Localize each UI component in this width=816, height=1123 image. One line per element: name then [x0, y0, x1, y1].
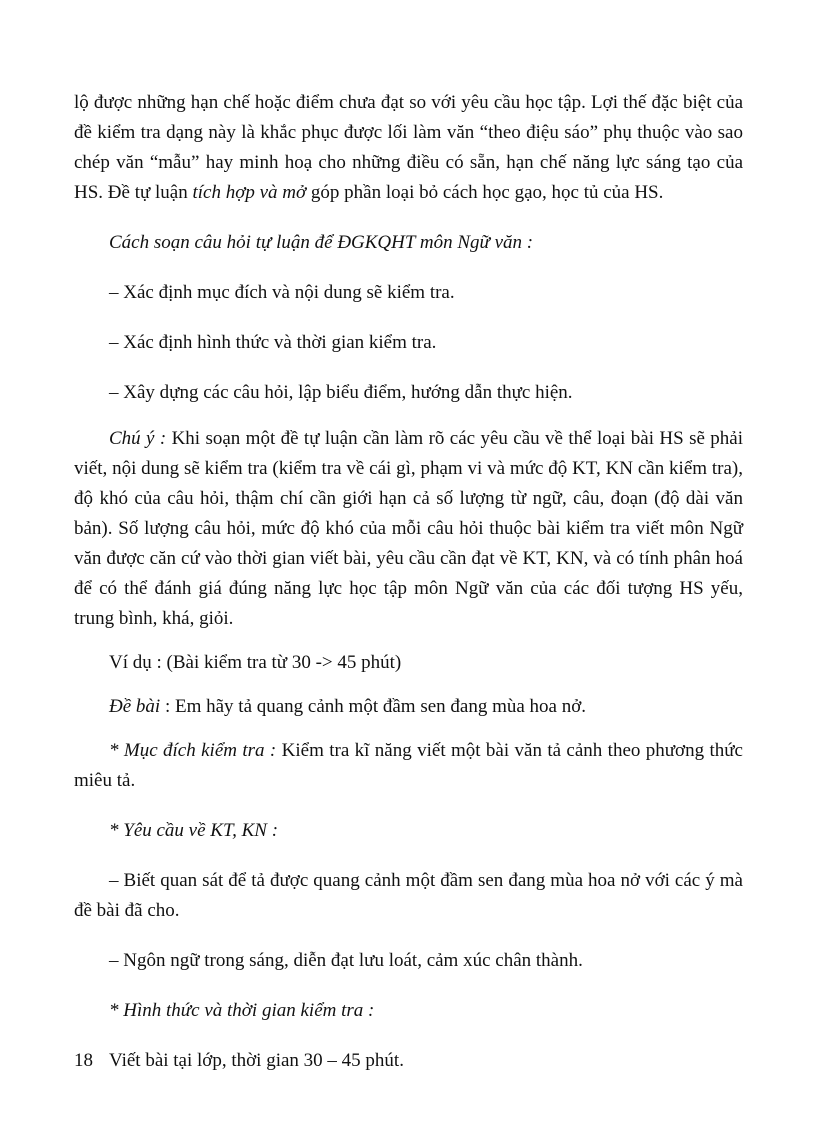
requirement-2: – Ngôn ngữ trong sáng, diễn đạt lưu loát, cảm xúc chân thành.	[109, 950, 583, 971]
example-line: Ví dụ : (Bài kiểm tra từ 30 -> 45 phút)	[109, 652, 402, 673]
purpose-label: * Mục đích kiểm tra :	[109, 740, 277, 761]
intro-paragraph	[74, 88, 743, 208]
topic-label: Đề bài	[109, 696, 161, 717]
requirement-1: – Biết quan sát để tả được quang cảnh một đầm sen đang mùa hoa nở với các ý mà đề bài đã cho.	[74, 870, 743, 921]
purpose-text: Kiểm tra kĩ năng viết một bài văn tả cảnh theo phương thức miêu tả.	[74, 740, 743, 791]
form-text: Viết bài tại lớp, thời gian 30 – 45 phút.	[109, 1050, 404, 1071]
intro-italic: tích hợp và mở	[192, 182, 307, 203]
note-paragraph	[74, 424, 743, 634]
page-number: 18	[74, 1050, 93, 1071]
intro-text-end: góp phần loại bỏ cách học gạo, học tủ của HS.	[306, 182, 664, 203]
note-text: Khi soạn một đề tự luận cần làm rõ các yêu cầu về thể loại bài HS sẽ phải viết, nội dung sẽ kiểm tra (kiểm tra về cái gì, phạm vi và mức độ KT, KN cần kiểm tra), độ khó của câu hỏi, thậm chí cần giới hạn cả số lượng từ ngữ, câu, đoạn (độ dài văn bản). Số lượng câu hỏi, mức độ khó của mỗi câu hỏi thuộc bài kiểm tra viết môn Ngữ văn được căn cứ vào thời gian viết bài, yêu cầu cần đạt về KT, KN, và có tính phân hoá để có thể đánh giá đúng năng lực học tập môn Ngữ văn của các đối tượng HS yếu, trung bình, khá, giỏi.	[74, 428, 743, 629]
intro-text: lộ được những hạn chế hoặc điểm chưa đạt so với yêu cầu học tập. Lợi thế đặc biệt của đề kiểm tra dạng này là khắc phục được lối làm văn “theo điệu sáo” phụ thuộc vào sao chép văn “mẫu” hay minh hoạ cho những điều có sẵn, hạn chế năng lực sáng tạo của HS. Đề tự luận	[74, 92, 743, 203]
method-heading: Cách soạn câu hỏi tự luận để ĐGKQHT môn Ngữ văn :	[109, 232, 534, 253]
form-heading: * Hình thức và thời gian kiểm tra :	[109, 1000, 375, 1021]
step-2: – Xác định hình thức và thời gian kiểm tra.	[109, 332, 437, 353]
purpose-paragraph	[74, 736, 743, 796]
topic-line	[74, 692, 743, 722]
note-label: Chú ý :	[109, 428, 167, 449]
topic-text: : Em hãy tả quang cảnh một đầm sen đang mùa hoa nở.	[160, 696, 587, 717]
step-3: – Xây dựng các câu hỏi, lập biểu điểm, hướng dẫn thực hiện.	[109, 382, 573, 403]
requirements-heading: * Yêu cầu về KT, KN :	[109, 820, 279, 841]
page-body	[74, 88, 743, 1076]
step-1: – Xác định mục đích và nội dung sẽ kiểm tra.	[109, 282, 455, 303]
